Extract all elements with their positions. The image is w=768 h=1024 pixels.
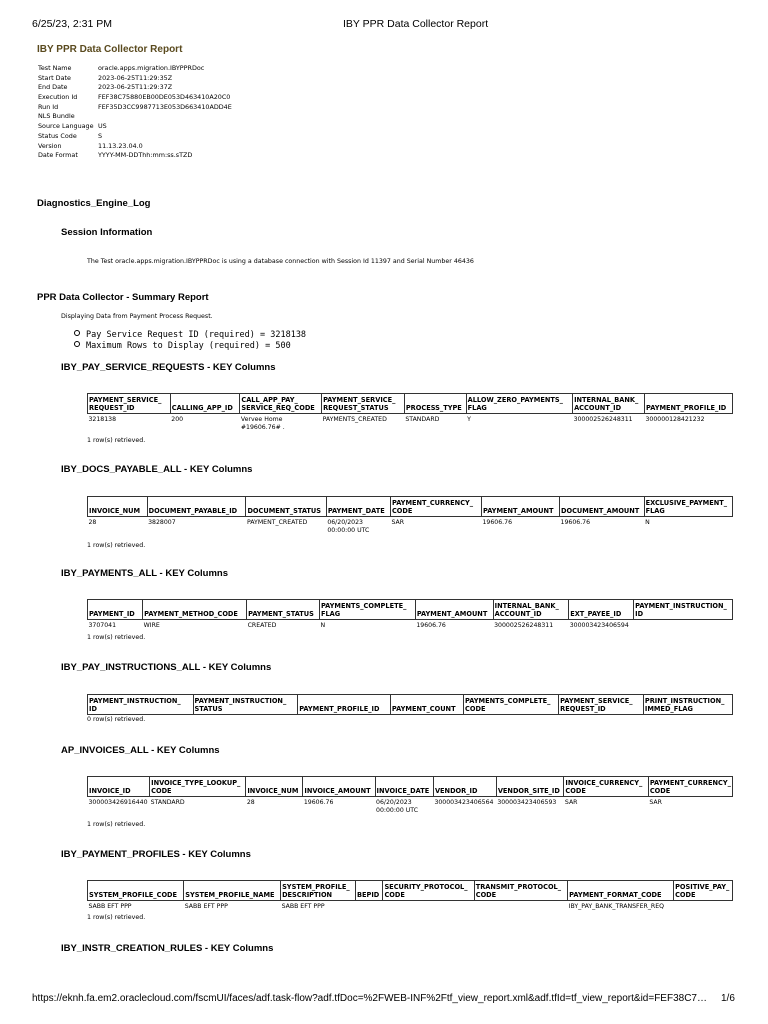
column-header: PAYMENTS_COMPLETE_ CODE [464, 695, 559, 715]
table-header-row [88, 600, 733, 620]
rows-retrieved: 1 row(s) retrieved. [87, 437, 146, 444]
table-cell: N [320, 622, 326, 629]
table-row [88, 620, 733, 630]
data-table [87, 496, 733, 534]
meta-key: Status Code [38, 131, 77, 140]
print-page-number: 1/6 [721, 993, 735, 1004]
table-cell: 3828007 [148, 519, 176, 526]
table-cell: 200 [171, 416, 184, 423]
meta-key: Date Format [38, 151, 78, 160]
table-cell: CREATED [247, 622, 277, 629]
table-cell: SAR [564, 799, 578, 806]
column-header: PAYMENT_INSTRUCTION_ ID [634, 600, 733, 620]
meta-value: 2023-06-25T11:29:37Z [98, 83, 173, 92]
column-header: BEPID [355, 881, 382, 901]
column-header: EXCLUSIVE_PAYMENT_ FLAG [644, 497, 732, 517]
table-cell: 19606.76 [303, 799, 334, 806]
table-cell: Vervee Home #19606.76# . [240, 416, 285, 431]
column-header: POSITIVE_PAY_ CODE [674, 881, 733, 901]
bullet-text: Pay Service Request ID (required) = 3218138 [86, 330, 307, 340]
column-header: INVOICE_DATE [375, 777, 433, 797]
table-heading: IBY_INSTR_CREATION_RULES - KEY Columns [61, 943, 274, 954]
table-header-row [88, 881, 733, 901]
meta-key: Version [38, 141, 62, 150]
table-container [87, 496, 733, 534]
table-cell: IBY_PAY_BANK_TRANSFER_REQ [568, 903, 665, 910]
column-header: PAYMENT_DATE [326, 497, 390, 517]
column-header: PAYMENT_SERVICE_ REQUEST_ID [559, 695, 644, 715]
column-header: PAYMENT_FORMAT_CODE [568, 881, 674, 901]
table-cell: STANDARD [405, 416, 440, 423]
table-cell [674, 901, 733, 911]
table-heading: IBY_PAYMENTS_ALL - KEY Columns [61, 568, 228, 579]
table-cell: Y [467, 416, 471, 423]
column-header: VENDOR_ID [433, 777, 496, 797]
data-table [87, 599, 733, 630]
table-cell [634, 620, 733, 630]
table-cell: 300003423406593 [497, 799, 557, 806]
table-cell: 19606.76 [482, 519, 513, 526]
table-cell: N [645, 519, 650, 526]
table-cell [474, 901, 567, 911]
bullet-circle-icon [74, 341, 80, 347]
meta-row [38, 93, 232, 103]
data-table [87, 776, 733, 814]
column-header: CALL_APP_PAY_ SERVICE_REQ_CODE [240, 394, 322, 414]
column-header: PAYMENT_CURRENCY_ CODE [648, 777, 732, 797]
column-header: VENDOR_SITE_ID [496, 777, 564, 797]
meta-row [38, 64, 232, 74]
table-cell: 06/20/2023 00:00:00 UTC [327, 519, 370, 534]
table-cell: 300000128421232 [645, 416, 705, 423]
table-body [88, 797, 733, 815]
meta-key: Source Language [38, 122, 94, 131]
table-cell: 19606.76 [416, 622, 446, 629]
column-header: PROCESS_TYPE [404, 394, 466, 414]
column-header: SYSTEM_PROFILE_NAME [184, 881, 281, 901]
table-cell: 300003426916440 [88, 799, 148, 806]
data-table [87, 393, 733, 431]
table-cell: 300003423406594 [569, 622, 629, 629]
column-header: INVOICE_TYPE_LOOKUP_ CODE [150, 777, 246, 797]
table-cell: SABB EFT PPP [88, 903, 132, 910]
table-cell: WIRE [143, 622, 160, 629]
column-header: PAYMENT_PROFILE_ID [298, 695, 391, 715]
table-container [87, 694, 733, 715]
table-cell: 300003423406564 [434, 799, 494, 806]
table-header-row [88, 777, 733, 797]
table-row [88, 901, 733, 911]
table-container [87, 393, 733, 431]
meta-row [38, 74, 232, 84]
meta-key: Start Date [38, 73, 71, 82]
summary-heading: PPR Data Collector - Summary Report [37, 292, 209, 303]
column-header: PAYMENT_AMOUNT [481, 497, 559, 517]
print-title: IBY PPR Data Collector Report [343, 18, 489, 30]
column-header: TRANSMIT_PROTOCOL_ CODE [474, 881, 567, 901]
table-container [87, 880, 733, 911]
report-title: IBY PPR Data Collector Report [37, 44, 183, 55]
print-url: https://eknh.fa.em2.oraclecloud.com/fscmUI/faces/adf.task-flow?adf.tfDoc=%2FWEB-INF%2Ftf_view_report.xml&adf.tfId=tf_view_report&id=FEF38C7… [32, 993, 707, 1004]
column-header: SECURITY_PROTOCOL_ CODE [383, 881, 474, 901]
column-header: DOCUMENT_PAYABLE_ID [147, 497, 246, 517]
column-header: PAYMENT_INSTRUCTION_ STATUS [193, 695, 298, 715]
table-header-row [88, 497, 733, 517]
meta-value: US [98, 122, 107, 131]
column-header: SYSTEM_PROFILE_CODE [88, 881, 184, 901]
meta-row [38, 132, 232, 142]
column-header: PRINT_INSTRUCTION_ IMMED_FLAG [643, 695, 732, 715]
column-header: INVOICE_AMOUNT [303, 777, 375, 797]
meta-key: Run Id [38, 102, 59, 111]
column-header: PAYMENT_AMOUNT [415, 600, 493, 620]
column-header: INTERNAL_BANK_ ACCOUNT_ID [493, 600, 569, 620]
table-cell: 3218138 [88, 416, 117, 423]
table-heading: IBY_PAYMENT_PROFILES - KEY Columns [61, 849, 251, 860]
meta-value: FEF38C75880EB00DE053D463410A20C0 [98, 93, 231, 102]
column-header: PAYMENT_METHOD_CODE [143, 600, 247, 620]
bullet-circle-icon [74, 330, 80, 336]
meta-row [38, 103, 232, 113]
rows-retrieved: 1 row(s) retrieved. [87, 821, 146, 828]
column-header: ALLOW_ZERO_PAYMENTS_ FLAG [466, 394, 572, 414]
table-cell: 28 [88, 519, 97, 526]
session-text: The Test oracle.apps.migration.IBYPPRDoc is using a database connection with Session Id 11397 and Serial Number 46436 [87, 258, 474, 265]
column-header: INVOICE_CURRENCY_ CODE [564, 777, 648, 797]
table-container [87, 599, 733, 630]
print-datetime: 6/25/23, 2:31 PM [32, 18, 112, 30]
table-cell: STANDARD [150, 799, 185, 806]
meta-key: NLS Bundle [38, 112, 75, 121]
column-header: PAYMENT_SERVICE_ REQUEST_STATUS [322, 394, 405, 414]
column-header: PAYMENT_ID [88, 600, 143, 620]
column-header: PAYMENTS_COMPLETE_ FLAG [319, 600, 415, 620]
session-heading: Session Information [61, 227, 153, 238]
table-body [88, 901, 733, 911]
table-header-row [88, 695, 733, 715]
meta-row [38, 112, 232, 122]
column-header: PAYMENT_COUNT [390, 695, 463, 715]
table-heading: IBY_PAY_SERVICE_REQUESTS - KEY Columns [61, 362, 276, 373]
column-header: PAYMENT_CURRENCY_ CODE [390, 497, 481, 517]
table-cell: SABB EFT PPP [281, 903, 325, 910]
table-cell [383, 901, 474, 911]
meta-value: FEF35D3CC9987713E053D663410ADD4E [98, 102, 232, 111]
table-body [88, 620, 733, 630]
rows-retrieved: 0 row(s) retrieved. [87, 716, 146, 723]
column-header: INVOICE_NUM [88, 497, 148, 517]
rows-retrieved: 1 row(s) retrieved. [87, 634, 146, 641]
table-cell: SAR [649, 799, 662, 806]
table-heading: IBY_PAY_INSTRUCTIONS_ALL - KEY Columns [61, 662, 272, 673]
column-header: EXT_PAYEE_ID [569, 600, 634, 620]
rows-retrieved: 1 row(s) retrieved. [87, 542, 146, 549]
column-header: PAYMENT_PROFILE_ID [645, 394, 733, 414]
table-cell: 19606.76 [560, 519, 591, 526]
meta-value: 2023-06-25T11:29:35Z [98, 73, 173, 82]
column-header: DOCUMENT_STATUS [246, 497, 326, 517]
meta-value: 11.13.23.04.0 [98, 141, 143, 150]
table-cell: SABB EFT PPP [184, 903, 228, 910]
meta-row [38, 83, 232, 93]
bullet-text: Maximum Rows to Display (required) = 500 [86, 341, 291, 351]
table-cell [355, 901, 382, 911]
bullet-item [74, 341, 291, 351]
column-header: PAYMENT_SERVICE_ REQUEST_ID [88, 394, 171, 414]
column-header: INVOICE_NUM [246, 777, 303, 797]
column-header: INVOICE_ID [88, 777, 150, 797]
table-row [88, 414, 733, 432]
table-body [88, 517, 733, 535]
meta-value: oracle.apps.migration.IBYPPRDoc [98, 64, 205, 72]
column-header: INTERNAL_BANK_ ACCOUNT_ID [573, 394, 645, 414]
meta-value: YYYY-MM-DDThh:mm:ss.sTZD [98, 151, 193, 160]
meta-row [38, 142, 232, 152]
table-cell: PAYMENT_CREATED [246, 519, 308, 526]
meta-key: End Date [38, 83, 68, 92]
rows-retrieved: 1 row(s) retrieved. [87, 914, 146, 921]
diagnostics-heading: Diagnostics_Engine_Log [37, 198, 151, 209]
table-cell: PAYMENTS_CREATED [322, 416, 387, 423]
meta-key: Test Name [38, 64, 72, 72]
table-heading: AP_INVOICES_ALL - KEY Columns [61, 745, 220, 756]
table-cell: SAR [391, 519, 405, 526]
table-header-row [88, 394, 733, 414]
table-container [87, 776, 733, 814]
data-table [87, 880, 733, 911]
table-cell: 06/20/2023 00:00:00 UTC [376, 799, 419, 814]
report-metadata [38, 64, 232, 161]
table-row [88, 797, 733, 815]
summary-text: Displaying Data from Payment Process Request. [61, 313, 213, 320]
column-header: DOCUMENT_AMOUNT [560, 497, 645, 517]
table-cell: 3707041 [88, 622, 117, 629]
meta-row [38, 122, 232, 132]
data-table [87, 694, 733, 715]
column-header: PAYMENT_STATUS [247, 600, 320, 620]
table-cell: 300002526248311 [573, 416, 633, 423]
table-body [88, 414, 733, 432]
table-cell: 300002526248311 [494, 622, 554, 629]
column-header: PAYMENT_INSTRUCTION_ ID [88, 695, 194, 715]
meta-key: Execution Id [38, 93, 78, 102]
table-row [88, 517, 733, 535]
meta-value: S [98, 131, 103, 140]
column-header: SYSTEM_PROFILE_ DESCRIPTION [281, 881, 356, 901]
bullet-item [74, 330, 306, 340]
table-heading: IBY_DOCS_PAYABLE_ALL - KEY Columns [61, 464, 253, 475]
column-header: CALLING_APP_ID [170, 394, 240, 414]
meta-row [38, 151, 232, 161]
table-cell: 28 [246, 799, 255, 806]
